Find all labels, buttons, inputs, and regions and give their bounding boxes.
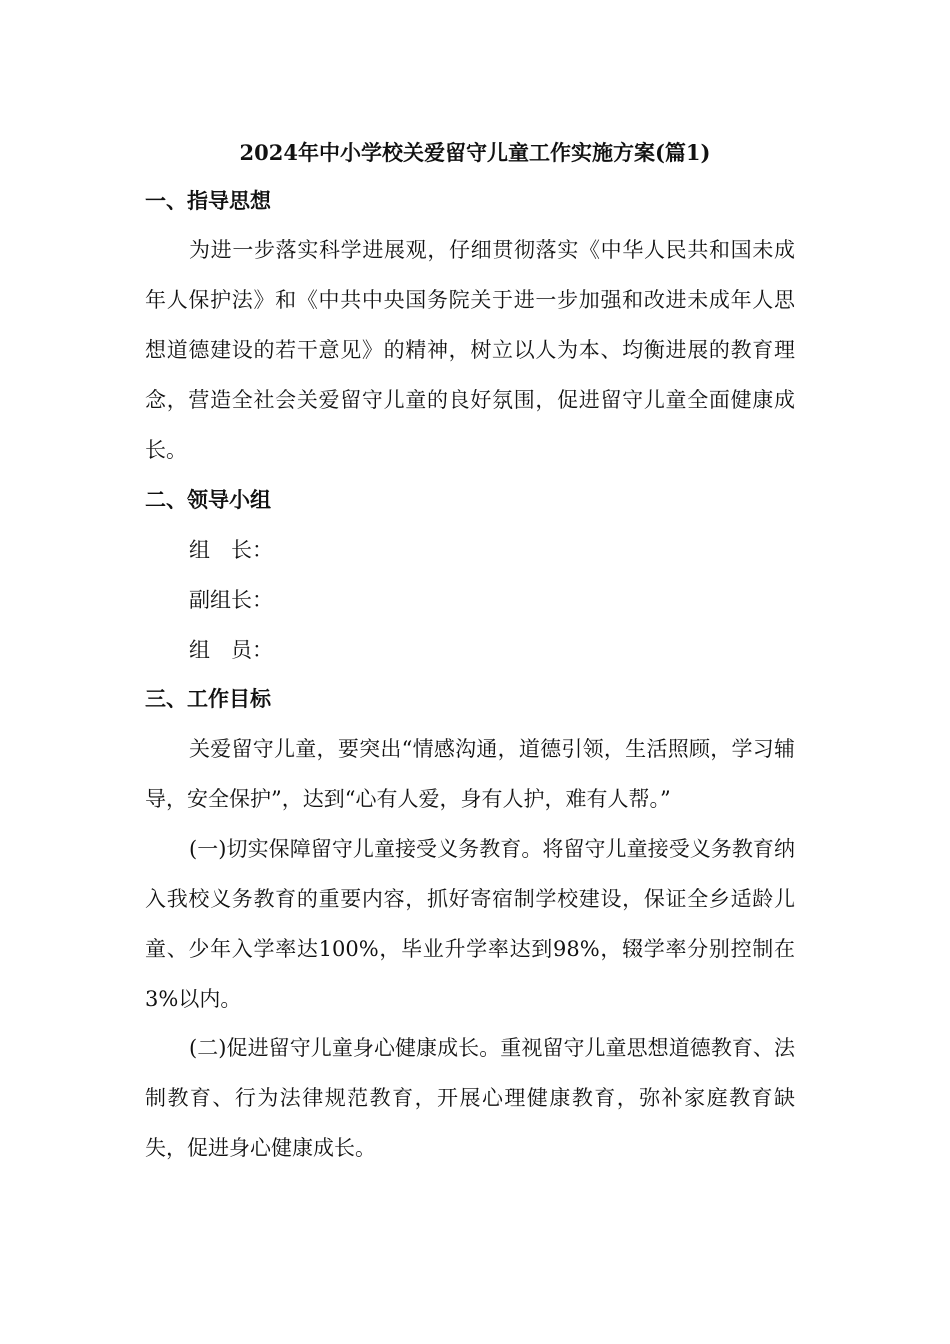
document-title: 2024年中小学校关爱留守儿童工作实施方案(篇1) [239, 140, 711, 165]
paragraph-work-goals-intro: 关爱留守儿童，要突出“情感沟通，道德引领，生活照顾，学习辅导，安全保护”，达到“心有人爱，身有人护，难有人帮。” [145, 737, 795, 811]
section-heading-leadership-group: 二、领导小组 [145, 487, 271, 512]
paragraph-guiding-thought: 为进一步落实科学进展观，仔细贯彻落实《中华人民共和国未成年人保护法》和《中共中央国务院关于进一步加强和改进未成年人思想道德建设的若干意见》的精神，树立以人为本、均衡进展的教育理念，营造全社会关爱留守儿童的良好氛围，促进留守儿童全面健康成长。 [145, 238, 795, 462]
group-leader-line: 组 长： [189, 538, 273, 562]
deputy-leader-line: 副组长： [189, 588, 273, 612]
group-member-line: 组 员： [189, 638, 273, 662]
section-heading-work-goals: 三、工作目标 [145, 686, 271, 711]
section-heading-guiding-thought: 一、指导思想 [145, 188, 271, 213]
paragraph-goal-compulsory-education: (一)切实保障留守儿童接受义务教育。将留守儿童接受义务教育纳入我校义务教育的重要内容，抓好寄宿制学校建设，保证全乡适龄儿童、少年入学率达100%，毕业升学率达到98%，辍学率分别控制在3%以内。 [145, 837, 795, 1011]
paragraph-goal-healthy-growth: (二)促进留守儿童身心健康成长。重视留守儿童思想道德教育、法制教育、行为法律规范教育，开展心理健康教育，弥补家庭教育缺失，促进身心健康成长。 [145, 1036, 795, 1160]
